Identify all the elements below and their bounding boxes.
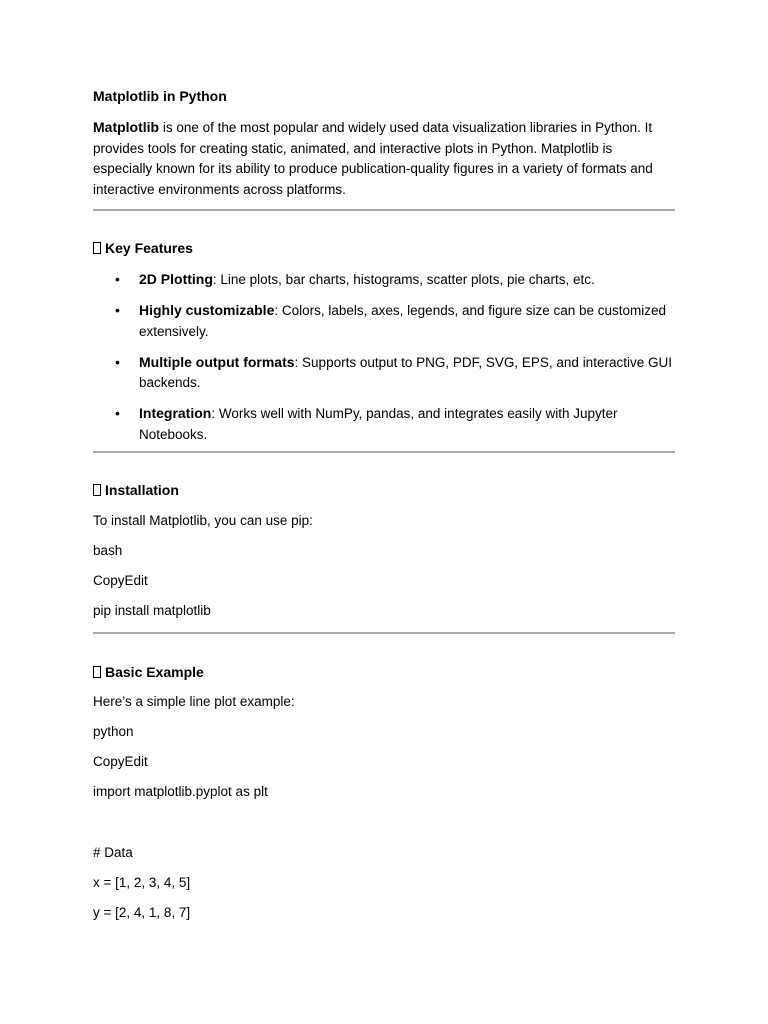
installation-heading-label: Installation xyxy=(105,482,179,498)
horizontal-rule xyxy=(93,632,675,634)
document-title: Matplotlib in Python xyxy=(93,88,227,104)
feature-term: Highly customizable xyxy=(139,302,275,318)
code-language-label: python xyxy=(93,724,134,739)
bullet-icon: • xyxy=(115,302,120,318)
bullet-icon: • xyxy=(115,271,120,287)
feature-text: : Line plots, bar charts, histograms, scatter plots, pie charts, etc. xyxy=(212,272,595,287)
bullet-icon: • xyxy=(115,353,120,370)
intro-text: is one of the most popular and widely used data visualization libraries in Python. It provides tools for creating static, animated, and interactive plots in Python. Matplotlib is especially known for its ability to produce publication-quality figures in a variety of formats and interactive environments across platforms. xyxy=(93,120,653,197)
horizontal-rule xyxy=(93,209,675,211)
list-item xyxy=(93,352,675,394)
missing-glyph-icon xyxy=(93,666,101,678)
features-list xyxy=(93,269,675,455)
basic-example-heading-label: Basic Example xyxy=(105,664,204,680)
code-line: # Data xyxy=(93,845,133,860)
key-features-heading-label: Key Features xyxy=(105,240,193,256)
copy-edit-label: CopyEdit xyxy=(93,573,148,588)
feature-term: Integration xyxy=(139,405,212,421)
intro-bold-term: Matplotlib xyxy=(93,119,160,135)
key-features-heading xyxy=(93,238,193,258)
feature-text: : Supports output to PNG, PDF, SVG, EPS, and interactive GUI backends. xyxy=(139,354,672,390)
basic-example-heading xyxy=(93,662,204,682)
intro-paragraph xyxy=(93,117,675,200)
feature-text: : Colors, labels, axes, legends, and figure size can be customized extensively. xyxy=(139,303,667,339)
installation-heading xyxy=(93,480,179,500)
list-item xyxy=(93,403,675,445)
code-line: import matplotlib.pyplot as plt xyxy=(93,784,268,799)
code-line: y = [2, 4, 1, 8, 7] xyxy=(93,905,191,920)
code-line: x = [1, 2, 3, 4, 5] xyxy=(93,875,191,890)
feature-term: Multiple output formats xyxy=(139,353,295,370)
feature-term: 2D Plotting xyxy=(139,271,213,287)
missing-glyph-icon xyxy=(93,484,101,496)
installation-intro: To install Matplotlib, you can use pip: xyxy=(93,513,313,528)
list-item xyxy=(93,300,675,342)
install-command: pip install matplotlib xyxy=(93,603,211,618)
missing-glyph-icon xyxy=(93,242,101,254)
copy-edit-label: CopyEdit xyxy=(93,754,148,769)
code-language-label: bash xyxy=(93,543,123,558)
basic-example-intro: Here’s a simple line plot example: xyxy=(93,694,295,709)
bullet-icon: • xyxy=(115,405,120,421)
horizontal-rule xyxy=(93,451,675,453)
feature-text: : Works well with NumPy, pandas, and integrates easily with Jupyter Notebooks. xyxy=(139,406,618,442)
list-item xyxy=(93,269,675,291)
